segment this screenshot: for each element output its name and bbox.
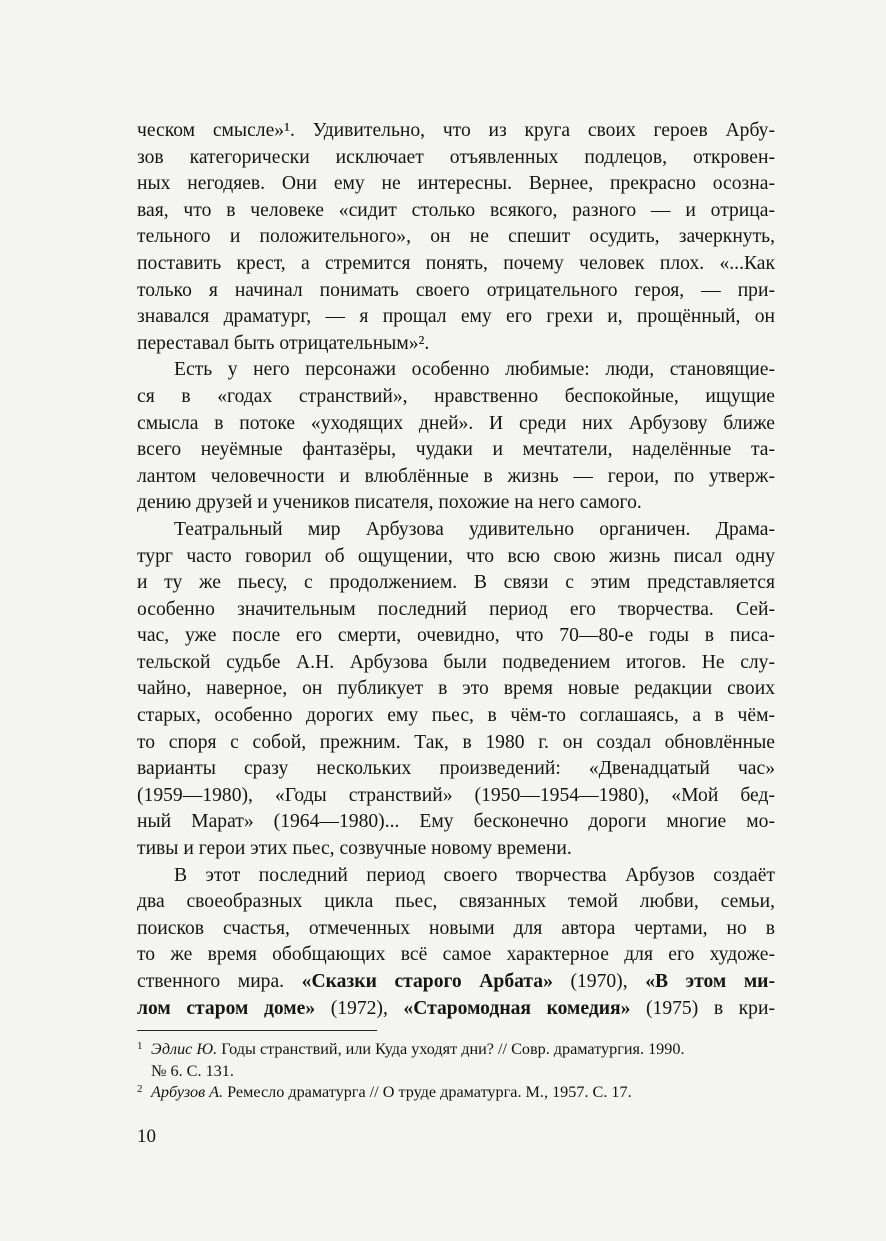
text-line: ных негодяев. Они ему не интересны. Вернее, прекрасно осозна- [137,173,775,195]
text-line: вая, что в человеке «сидит столько всякого, разного — и отрица- [137,199,775,221]
footnote-author: Эдлис Ю. [151,1040,218,1058]
play-title: «В этом ми- [645,971,776,992]
text-line: лантом человечности и влюблённые в жизнь — герои, по утверж- [137,465,775,487]
text-line: и ту же пьесу, с продолжением. В связи с этим представляется [137,572,775,594]
footnote: 1 Эдлис Ю. Годы странствий, или Куда уходят дни? // Совр. драматургия. 1990. [137,1040,685,1058]
text-line: варианты сразу нескольких произведений: «Двенадцатый час» [137,758,775,780]
text-line: то споря с собой, прежним. Так, в 1980 г. он создал обновлённые [137,731,775,753]
footnote: 2 Арбузов А. Ремесло драматурга // О труде драматурга. М., 1957. С. 17. [137,1083,632,1101]
footnote-continuation: № 6. С. 131. [151,1061,234,1080]
text-line: ный Марат» (1964—1980)... Ему бесконечно дороги многие мо- [137,811,775,833]
footnote-author: Арбузов А. [151,1083,224,1101]
text-line: тельской судьбе А.Н. Арбузова были подведением итогов. Не слу- [137,651,775,673]
main-text [137,118,775,1022]
text-line: тельного и положительного», он не спешит осудить, зачеркнуть, [137,226,775,248]
play-title: «Сказки старого Арбата» [301,971,553,992]
text-line: два своеобразных цикла пьес, связанных темой любви, семьи, [137,891,775,913]
text-fragment: (1975) в кри- [630,997,775,1019]
text-line: только я начинал понимать своего отрицательного героя, — при- [137,279,775,301]
text-fragment: (1972), [315,997,404,1019]
text-line: смысла в потоке «уходящих дней». И среди них Арбузову ближе [137,412,775,434]
text-line: В этот последний период своего творчества Арбузов создаёт [174,864,775,886]
text-line [137,969,775,996]
text-line: ческом смысле»¹. Удивительно, что из круга своих героев Арбу- [137,120,775,141]
text-line: всего неуёмные фантазёры, чудаки и мечтатели, наделённые та- [137,439,775,461]
text-line: знавался драматург, — я прощал ему его грехи и, прощённый, он [137,306,775,328]
text-line: ся в «годах странствий», нравственно беспокойные, ищущие [137,385,775,407]
page-number: 10 [137,1126,156,1147]
text-line: особенно значительным последний период его творчества. Сей- [137,598,775,620]
text-line: зов категорически исключает отъявленных подлецов, откровен- [137,146,775,168]
play-title: «Старомодная комедия» [403,997,631,1019]
paragraph [137,517,775,863]
text-line: час, уже после его смерти, очевидно, что 70—80-е годы в писа- [137,625,775,647]
text-line: поставить крест, а стремится понять, почему человек плох. «...Как [137,252,775,274]
text-line: тивы и герои этих пьес, созвучные новому времени. [137,838,572,860]
text-fragment: (1970), [552,971,646,992]
text-line: Есть у него персонажи особенно любимые: люди, становящие- [174,359,775,381]
text-line: старых, особенно дорогих ему пьес, в чём-то соглашаясь, а в чём- [137,705,775,727]
paragraph [137,863,775,1023]
text-line [137,996,775,1023]
footnote-text: Годы странствий, или Куда уходят дни? // Совр. драматургия. 1990. [217,1040,685,1058]
text-line: Театральный мир Арбузова удивительно органичен. Драма- [174,518,775,540]
footnote-text: Ремесло драматурга // О труде драматурга. М., 1957. С. 17. [223,1083,632,1101]
text-line: то же время обобщающих всё самое характерное для его художе- [137,944,775,966]
text-line: поисков счастья, отмеченных новыми для автора чертами, но в [137,917,775,939]
paragraph [137,357,775,517]
footnotes [137,1039,777,1104]
footnote-divider [137,1030,377,1031]
text-fragment: ственного мира. [137,971,285,992]
paragraph [137,118,775,357]
text-line: тург часто говорил об ощущении, что всю свою жизнь писал одну [137,545,775,567]
play-title: лом старом доме» [137,997,316,1019]
text-line: (1959—1980), «Годы странствий» (1950—1954—1980), «Мой бед- [137,784,775,806]
text-line: переставал быть отрицательным»². [137,332,430,354]
text-line: чайно, наверное, он публикует в это время новые редакции своих [137,678,775,700]
text-line: дению друзей и учеников писателя, похожие на него самого. [137,492,642,514]
